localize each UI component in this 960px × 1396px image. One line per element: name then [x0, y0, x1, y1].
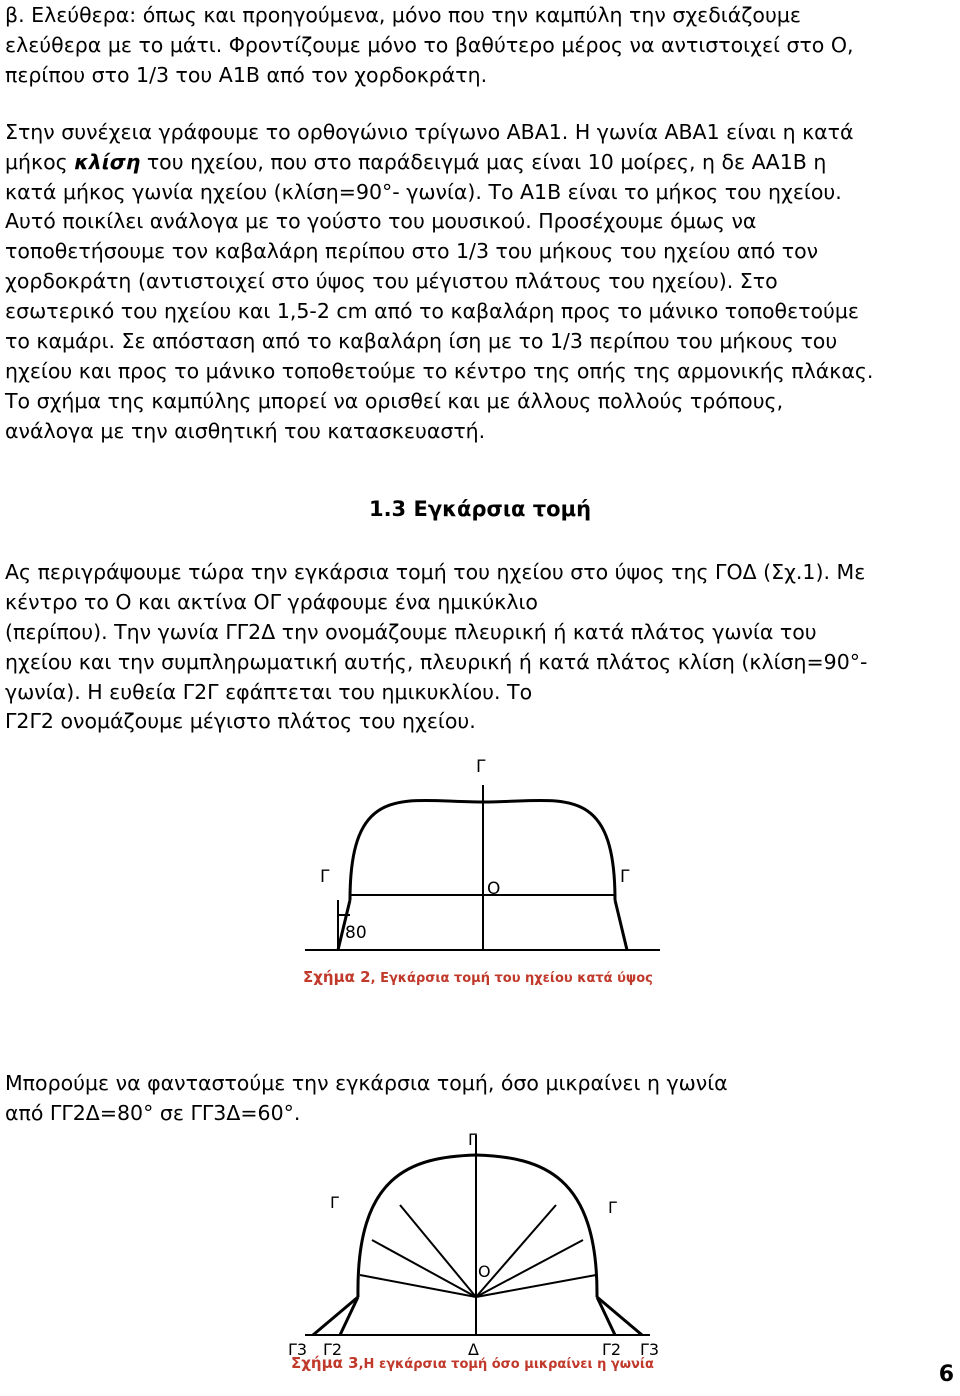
fig3-ray-right-2 [476, 1240, 583, 1297]
text-line: ανάλογα με την αισθητική του κατασκευαστή. [5, 419, 486, 443]
text-line: (περίπου). Την γωνία ΓΓ2Δ την ονομάζουμε πλευρική ή κατά πλάτος γωνία του [5, 620, 817, 644]
fig2-label-right: Γ [620, 867, 630, 887]
text-line: περίπου στο 1/3 του Α1Β από τον χορδοκράτη. [5, 63, 488, 87]
fig3-label-top: Γ [468, 1130, 477, 1149]
text-segment: του ηχείου, που στο παράδειγμά μας είναι 10 μοίρες, η δε ΑΑ1Β η [140, 150, 827, 174]
text-line: β. Ελεύθερα: όπως και προηγούμενα, μόνο που την καμπύλη την σχεδιάζουμε [5, 3, 801, 27]
figure-3-diagram [0, 1125, 960, 1355]
fig3-label-upper-right: Γ [608, 1198, 617, 1217]
text-line: το καμάρι. Σε απόσταση από το καβαλάρη ίση με το 1/3 περίπου του μήκους του [5, 329, 838, 353]
text-line: Γ2Γ2 ονομάζουμε μέγιστο πλάτος του ηχείου. [5, 709, 476, 733]
caption-text: , Εγκάρσια τομή του ηχείου κατά ύψος [370, 971, 653, 986]
text-line: Μπορούμε να φανταστούμε την εγκάρσια τομή, όσο μικραίνει η γωνία [5, 1071, 728, 1095]
text-line: ηχείου και την συμπληρωματική αυτής, πλευρική ή κατά πλάτος κλίση (κλίση=90°- [5, 650, 868, 674]
caption-prefix: Σχήμα 3 [291, 1354, 359, 1372]
fig3-ray-left-3 [400, 1205, 476, 1297]
text-line: Το σχήμα της καμπύλης μπορεί να ορισθεί και με άλλους πολλούς τρόπους, [5, 389, 784, 413]
figure-3-caption [291, 1354, 654, 1372]
text-line: Ας περιγράψουμε τώρα την εγκάρσια τομή του ηχείου στο ύψος της ΓΟΔ (Σχ.1). Με [5, 560, 866, 584]
page-number: 6 [938, 1362, 954, 1387]
text-line: εσωτερικό του ηχείου και 1,5-2 cm από το καβαλάρη προς το μάνικο τοποθετούμε [5, 299, 860, 323]
text-line: γωνία). Η ευθεία Γ2Γ εφάπτεται του ημικυκλίου. Το [5, 680, 533, 704]
text-line: χορδοκράτη (αντιστοιχεί στο ύψος του μέγιστου πλάτους του ηχείου). Στο [5, 269, 778, 293]
text-line: τοποθετήσουμε τον καβαλάρη περίπου στο 1/3 του μήκους του ηχείου από τον [5, 239, 819, 263]
fig2-label-top: Γ [476, 757, 486, 777]
fig2-label-left: Γ [320, 867, 330, 887]
text-line: ελεύθερα με το μάτι. Φροντίζουμε μόνο το βαθύτερο μέρος να αντιστοιχεί στο Ο, [5, 33, 854, 57]
text-line: κέντρο το Ο και ακτίνα ΟΓ γράφουμε ένα ημικύκλιο [5, 590, 538, 614]
fig2-width-value: 80 [345, 923, 367, 943]
figure-2-diagram [0, 740, 960, 970]
fig3-label-bottom-g3-right: Γ3 [640, 1340, 660, 1355]
fig3-left-g3 [313, 1297, 358, 1335]
fig3-ray-left-2 [372, 1240, 476, 1297]
text-line: Αυτό ποικίλει ανάλογα με το γούστο του μουσικού. Προσέχουμε όμως να [5, 209, 757, 233]
fig3-label-upper-left: Γ [330, 1193, 339, 1212]
fig3-label-bottom-delta: Δ [468, 1340, 479, 1355]
emphasis-klisi: κλίση [74, 150, 141, 174]
text-line: κατά μήκος γωνία ηχείου (κλίση=90°- γωνία). Το Α1Β είναι το μήκος του ηχείου. [5, 180, 842, 204]
caption-prefix: Σχήμα 2 [303, 968, 371, 986]
fig3-label-bottom-g2: Γ2 [323, 1340, 343, 1355]
fig2-right-tangent [615, 900, 627, 950]
fig3-right-g3 [597, 1297, 642, 1335]
figure-2-caption [303, 968, 653, 986]
section-heading: 1.3 Εγκάρσια τομή [368, 497, 592, 521]
fig3-ray-right-1 [476, 1275, 596, 1297]
text-segment: μήκος [5, 150, 75, 174]
text-line: ηχείου και προς το μάνικο τοποθετούμε το κέντρο της οπής της αρμονικής πλάκας. [5, 359, 874, 383]
text-line: από ΓΓ2Δ=80° σε ΓΓ3Δ=60°. [5, 1101, 301, 1125]
fig2-label-center: Ο [487, 879, 501, 899]
fig3-label-bottom-g2-right: Γ2 [602, 1340, 622, 1355]
text-line [5, 147, 826, 177]
fig3-label-bottom-g3: Γ3 [288, 1340, 308, 1355]
fig3-ray-left-1 [360, 1275, 476, 1297]
fig3-ray-right-3 [476, 1205, 556, 1297]
caption-text: ,Η εγκάρσια τομή όσο μικραίνει η γωνία [358, 1357, 654, 1372]
text-line: Στην συνέχεια γράφουμε το ορθογώνιο τρίγωνο ΑΒΑ1. Η γωνία ΑΒΑ1 είναι η κατά [5, 120, 854, 144]
fig3-label-center: Ο [478, 1262, 491, 1281]
